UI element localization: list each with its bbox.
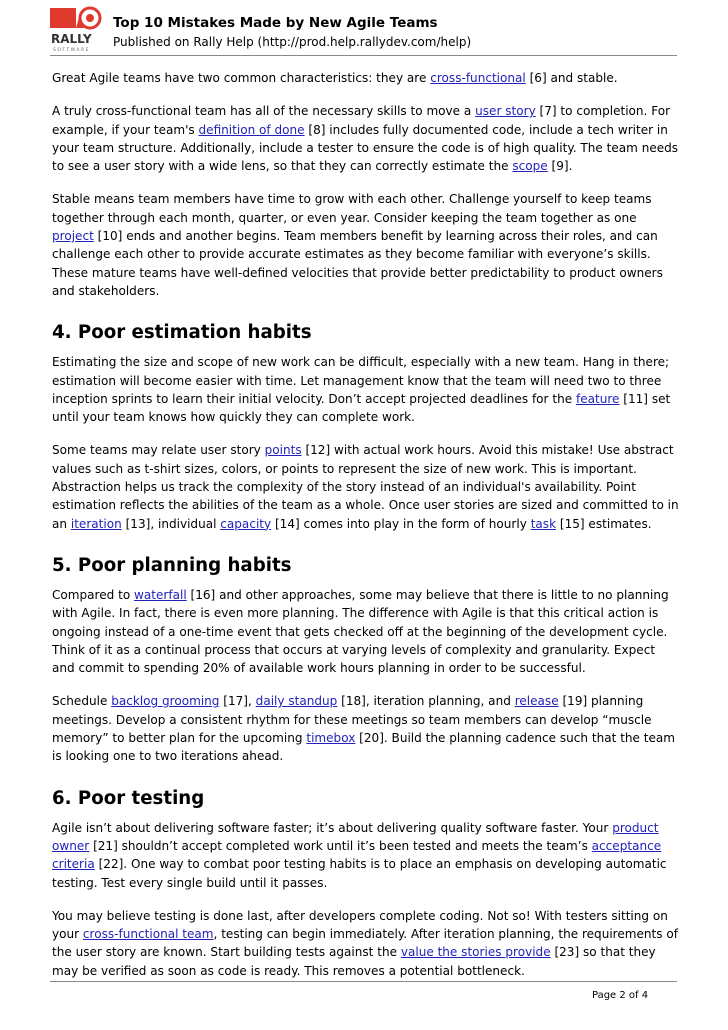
page-number: Page 2 of 4 — [592, 990, 649, 1001]
link-value-the-stories-provide[interactable]: value the stories provide — [400, 945, 551, 960]
paragraph: Estimating the size and scope of new work can be difficult, especially with a new team. Hang in there; estimation will become easier with time. Let management know that the team will need two to three inception sprints to learn their initial velocity. Don’t accept projected deadlines for the feature [11] set until your team knows how quickly they can complete work. — [52, 355, 671, 425]
link-daily-standup[interactable]: daily standup — [255, 694, 338, 709]
link-cross-functional[interactable]: cross-functional — [430, 71, 526, 85]
link-task[interactable]: task — [530, 516, 557, 531]
page-header — [50, 6, 680, 54]
link-project[interactable]: project — [52, 229, 94, 244]
link-product-owner[interactable]: product owner — [52, 820, 659, 853]
link-backlog-grooming[interactable]: backlog grooming — [111, 694, 220, 709]
link-capacity[interactable]: capacity — [220, 516, 272, 531]
article-body — [52, 69, 680, 995]
paragraph: Compared to waterfall [16] and other approaches, some may believe that there is little to no planning with Agile. In fact, there is even more planning. The difference with Agile is that this critical action is ongoing instead of a one-time event that gets checked off at the beginning of the development cycle. Think of it as a continual process that occurs at varying levels of complexity and granularity. Expect and commit to spending 20% of available work hours planning in order to be successful. — [52, 587, 669, 676]
section-heading-6: 6. Poor testing — [52, 787, 205, 809]
link-waterfall[interactable]: waterfall — [134, 587, 187, 602]
section-heading-5: 5. Poor planning habits — [52, 554, 292, 576]
link-definition-of-done[interactable]: definition of done — [198, 122, 305, 137]
link-user-story[interactable]: user story — [475, 104, 536, 119]
svg-text:RALLY: RALLY — [51, 32, 92, 46]
paragraph: A truly cross-functional team has all of the necessary skills to move a user story [7] to completion. For example, if your team's definition of done [8] includes fully documented code, include a tech writer in your team structure. Additionally, include a tester to ensure the code is of high quality. The team needs to see a user story with a wide lens, so that they can correctly estimate the scope [9]. — [52, 104, 679, 174]
paragraph: Some teams may relate user story points [12] with actual work hours. Avoid this mistake! Use abstract values such as t-shirt sizes, colors, or points to represent the size of new work. This is important. Abstraction helps us track the complexity of the story instead of an individual's availability. Point estimation reflects the abilities of the team as a whole. Once user stories are sized and committed to in an iteration [13], individual capacity [14] comes into play in the form of hourly task [15] estimates. — [52, 443, 679, 531]
link-cross-functional-team[interactable]: cross-functional team — [82, 927, 214, 942]
link-iteration[interactable]: iteration — [70, 516, 122, 531]
header-divider — [50, 55, 677, 56]
paragraph: Schedule backlog grooming [17], daily standup [18], iteration planning, and release [19] planning meetings. Develop a consistent rhythm for these meetings so team members can develop “muscle memory” to better plan for the upcoming timebox [20]. Build the planning cadence such that the team is looking one to two iterations ahead. — [52, 694, 676, 764]
section-heading-4: 4. Poor estimation habits — [52, 322, 312, 344]
link-points[interactable]: points — [264, 443, 302, 458]
document-title: Top 10 Mistakes Made by New Agile Teams — [113, 15, 438, 31]
paragraph: Agile isn’t about delivering software faster; it’s about delivering quality software faster. Your product owner [21] shouldn’t accept completed work until it’s been tested and meets the team’s acceptance criteria [22]. One way to combat poor testing habits is to place an emphasis on developing automatic testing. Test every single build until it passes. — [52, 820, 667, 890]
paragraph: Great Agile teams have two common characteristics: they are cross-functional [6] and stable. — [52, 71, 618, 85]
document-source: Published on Rally Help (http://prod.help.rallydev.com/help) — [113, 35, 472, 49]
paragraph: Stable means team members have time to grow with each other. Challenge yourself to keep teams together through each month, quarter, or even year. Consider keeping the team together as one project [10] ends and another begins. Team members benefit by learning across their roles, and can challenge each other to provide accurate estimates as they become familiar with everyone’s skills. These mature teams have well-defined velocities that provide better predictability to product owners and stakeholders. — [52, 192, 663, 298]
svg-text:SOFTWARE: SOFTWARE — [53, 48, 90, 53]
link-timebox[interactable]: timebox — [306, 731, 356, 746]
footer-divider — [50, 981, 677, 982]
link-acceptance-criteria[interactable]: acceptance criteria — [52, 838, 662, 872]
link-feature[interactable]: feature — [575, 391, 620, 406]
rally-logo — [50, 6, 110, 54]
paragraph: You may believe testing is done last, after developers complete coding. Not so! With testers sitting on your cross-functional team, testing can begin immediately. After iteration planning, the requirements of the user story are known. Start building tests against the value the stories provide [23] so that they may be verified as soon as code is ready. This removes a potential bottleneck. — [52, 908, 678, 978]
link-release[interactable]: release — [514, 694, 559, 709]
link-scope[interactable]: scope — [512, 159, 548, 174]
